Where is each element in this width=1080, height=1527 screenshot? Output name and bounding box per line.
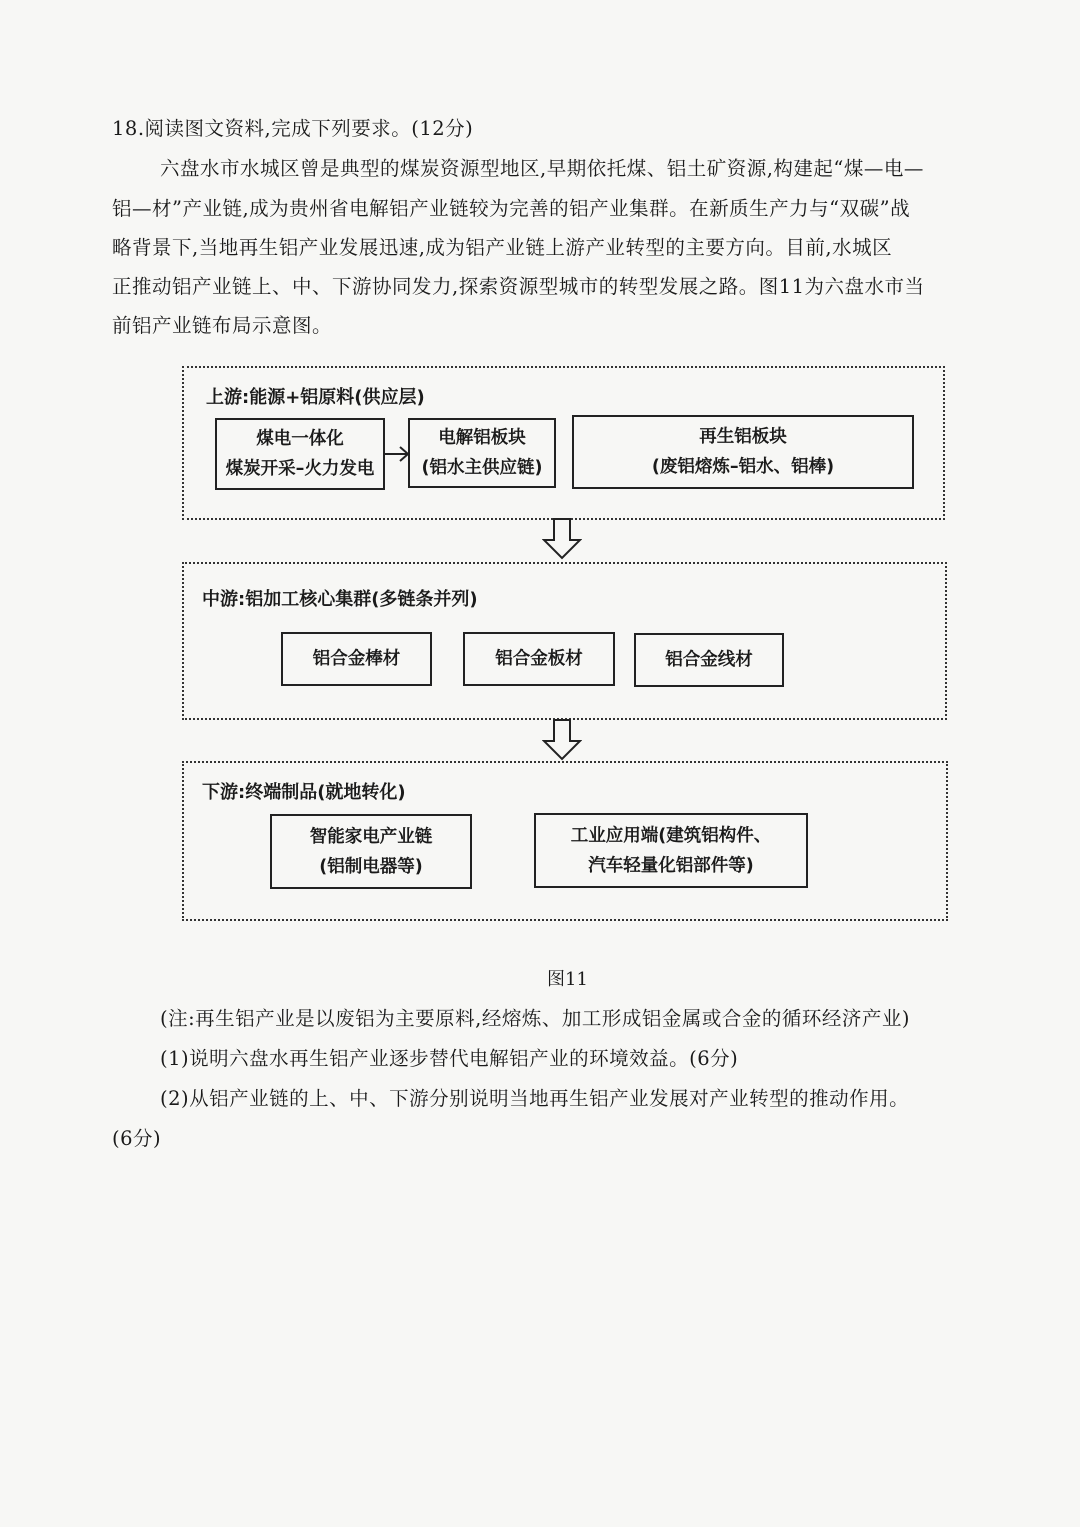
upstream-box-electrolytic (408, 418, 556, 488)
box-line: 智能家电产业链 (309, 826, 433, 847)
upstream-label: 上游:能源+铝原料(供应层) (206, 387, 425, 408)
paragraph-line: 正推动铝产业链上、中、下游协同发力,探索资源型城市的转型发展之路。图11为六盘水市当 (112, 275, 925, 298)
paragraph-line: 六盘水市水城区曾是典型的煤炭资源型地区,早期依托煤、铝土矿资源,构建起“煤—电— (160, 157, 924, 180)
paragraph-line: 略背景下,当地再生铝产业发展迅速,成为铝产业链上游产业转型的主要方向。目前,水城区 (112, 236, 893, 259)
down-arrow-icon (542, 719, 582, 761)
upstream-box-recycled (572, 415, 914, 489)
box-line: (铝制电器等) (319, 856, 423, 877)
figure-caption: 图11 (547, 969, 588, 990)
midstream-box-rod: 铝合金棒材 (281, 632, 432, 686)
sub-question-1: (1)说明六盘水再生铝产业逐步替代电解铝产业的环境效益。(6分) (160, 1047, 739, 1070)
paragraph-line: 前铝产业链布局示意图。 (112, 314, 333, 337)
paragraph-line: 铝—材”产业链,成为贵州省电解铝产业链较为完善的铝产业集群。在新质生产力与“双碳”战 (112, 197, 911, 220)
question-heading: 18.阅读图文资料,完成下列要求。(12分) (112, 117, 474, 140)
midstream-box-wire: 铝合金线材 (634, 633, 784, 687)
box-line: 煤炭开采–火力发电 (225, 459, 375, 479)
box-line: 煤电一体化 (256, 429, 344, 449)
down-arrow-icon (542, 518, 582, 560)
box-line: (废铝熔炼–铝水、铝棒) (651, 457, 835, 477)
downstream-box-appliance (270, 814, 472, 889)
box-line: (铝水主供应链) (421, 458, 543, 478)
box-line: 汽车轻量化铝部件等) (588, 855, 754, 876)
sub-question-2: (2)从铝产业链的上、中、下游分别说明当地再生铝产业发展对产业转型的推动作用。 (160, 1087, 910, 1110)
downstream-label: 下游:终端制品(就地转化) (202, 782, 406, 803)
box-line: 再生铝板块 (699, 427, 787, 447)
box-line: 工业应用端(建筑铝构件、 (570, 825, 772, 846)
box-line: 电解铝板块 (438, 428, 526, 448)
sub-question-2-score: (6分) (112, 1127, 162, 1150)
note: (注:再生铝产业是以废铝为主要原料,经熔炼、加工形成铝金属或合金的循环经济产业) (160, 1007, 910, 1030)
downstream-box-industrial (534, 813, 808, 888)
upstream-box-coal-power (215, 418, 385, 490)
midstream-box-sheet: 铝合金板材 (463, 632, 615, 686)
midstream-label: 中游:铝加工核心集群(多链条并列) (202, 589, 478, 610)
